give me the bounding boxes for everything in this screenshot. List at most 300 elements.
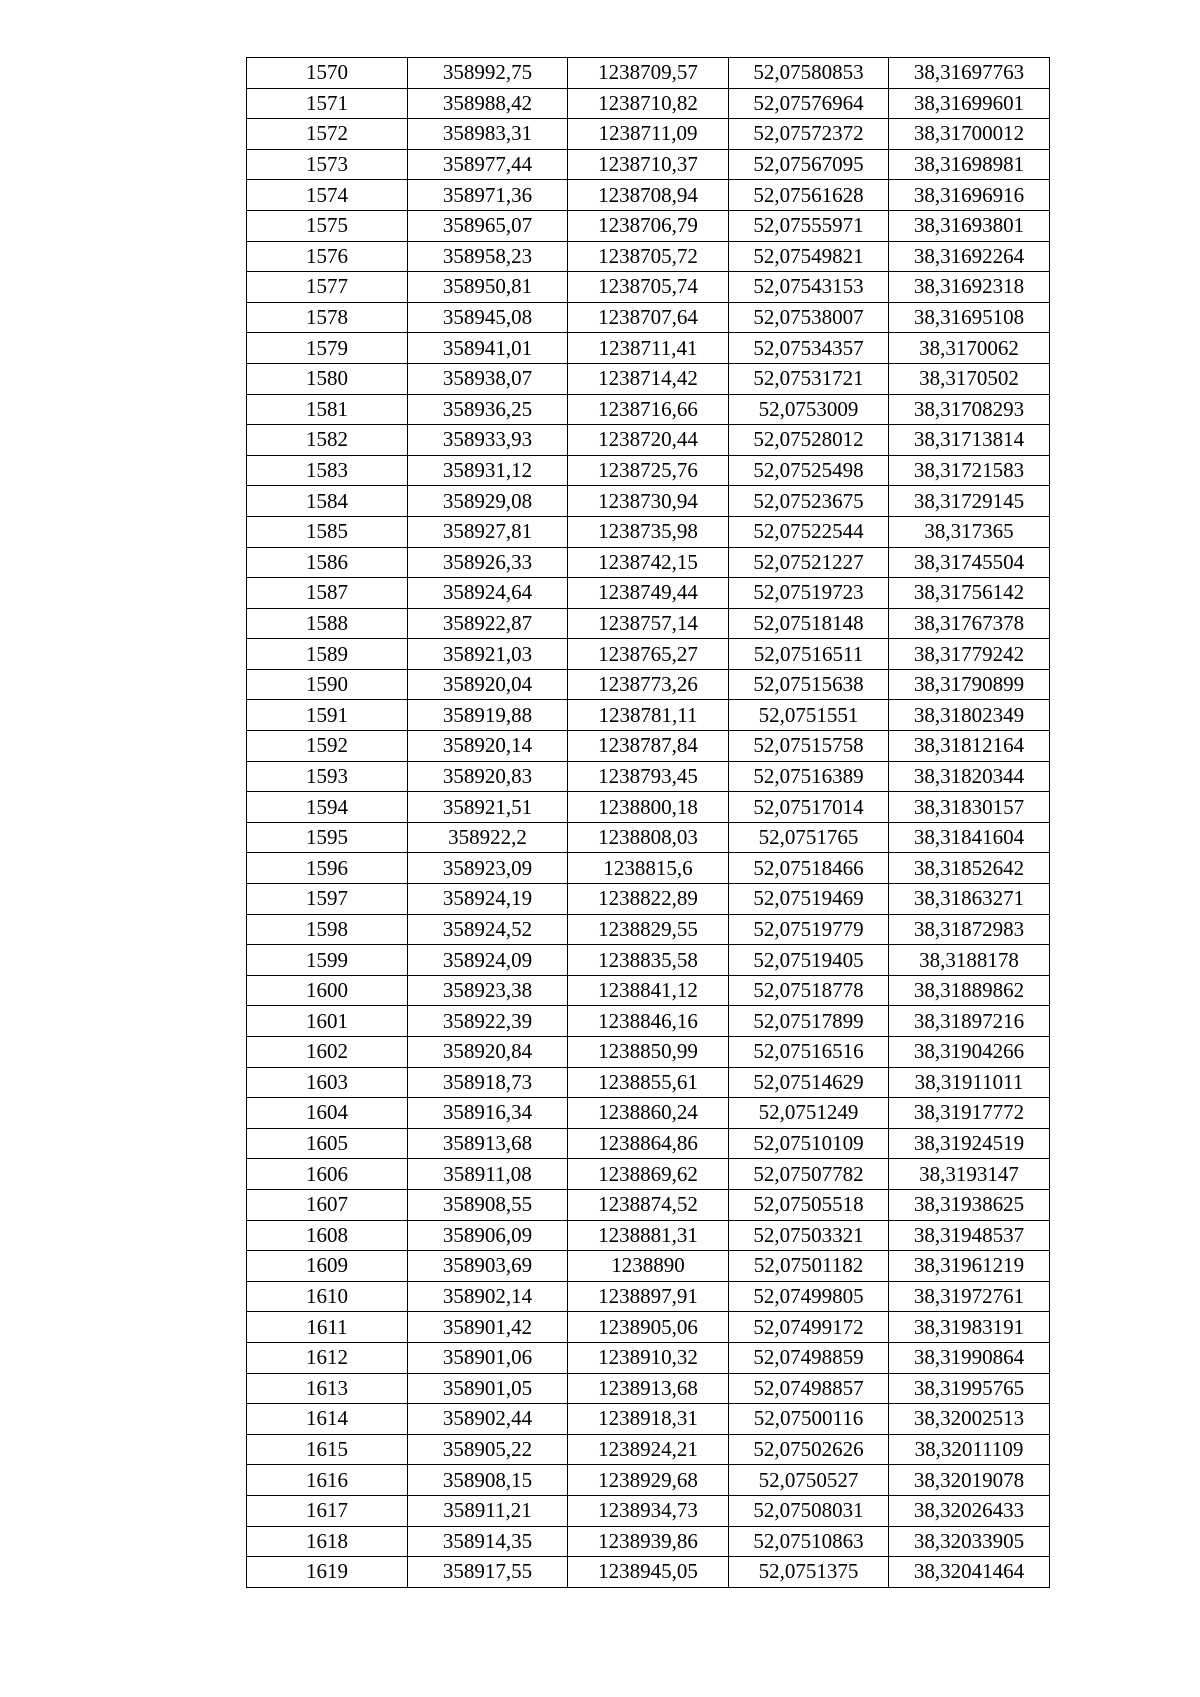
point-number-cell: 1578	[247, 302, 408, 333]
y-coordinate-cell: 1238773,26	[568, 669, 729, 700]
y-coordinate-cell: 1238897,91	[568, 1281, 729, 1312]
point-number-cell: 1616	[247, 1465, 408, 1496]
latitude-cell: 52,07515758	[729, 731, 889, 762]
latitude-cell: 52,07507782	[729, 1159, 889, 1190]
longitude-cell: 38,31721583	[889, 455, 1050, 486]
point-number-cell: 1612	[247, 1342, 408, 1373]
x-coordinate-cell: 358924,52	[408, 914, 568, 945]
point-number-cell: 1572	[247, 119, 408, 150]
x-coordinate-cell: 358906,09	[408, 1220, 568, 1251]
table-row	[247, 363, 1050, 394]
y-coordinate-cell: 1238742,15	[568, 547, 729, 578]
table-row	[247, 669, 1050, 700]
longitude-cell: 38,31812164	[889, 731, 1050, 762]
latitude-cell: 52,07572372	[729, 119, 889, 150]
table-row	[247, 1128, 1050, 1159]
x-coordinate-cell: 358936,25	[408, 394, 568, 425]
y-coordinate-cell: 1238874,52	[568, 1189, 729, 1220]
longitude-cell: 38,31693801	[889, 210, 1050, 241]
longitude-cell: 38,31820344	[889, 761, 1050, 792]
table-row	[247, 1006, 1050, 1037]
latitude-cell: 52,07534357	[729, 333, 889, 364]
longitude-cell: 38,31708293	[889, 394, 1050, 425]
x-coordinate-cell: 358918,73	[408, 1067, 568, 1098]
latitude-cell: 52,07549821	[729, 241, 889, 272]
longitude-cell: 38,31924519	[889, 1128, 1050, 1159]
point-number-cell: 1607	[247, 1189, 408, 1220]
table-row	[247, 1434, 1050, 1465]
y-coordinate-cell: 1238781,11	[568, 700, 729, 731]
y-coordinate-cell: 1238710,82	[568, 88, 729, 119]
table-row	[247, 1098, 1050, 1129]
x-coordinate-cell: 358971,36	[408, 180, 568, 211]
x-coordinate-cell: 358923,38	[408, 975, 568, 1006]
y-coordinate-cell: 1238881,31	[568, 1220, 729, 1251]
point-number-cell: 1593	[247, 761, 408, 792]
x-coordinate-cell: 358933,93	[408, 425, 568, 456]
x-coordinate-cell: 358903,69	[408, 1251, 568, 1282]
point-number-cell: 1615	[247, 1434, 408, 1465]
latitude-cell: 52,0751375	[729, 1557, 889, 1588]
latitude-cell: 52,07500116	[729, 1404, 889, 1435]
latitude-cell: 52,07518466	[729, 853, 889, 884]
y-coordinate-cell: 1238800,18	[568, 792, 729, 823]
point-number-cell: 1580	[247, 363, 408, 394]
y-coordinate-cell: 1238829,55	[568, 914, 729, 945]
point-number-cell: 1590	[247, 669, 408, 700]
table-row	[247, 425, 1050, 456]
y-coordinate-cell: 1238841,12	[568, 975, 729, 1006]
longitude-cell: 38,32002513	[889, 1404, 1050, 1435]
point-number-cell: 1609	[247, 1251, 408, 1282]
longitude-cell: 38,31692318	[889, 272, 1050, 303]
latitude-cell: 52,0750527	[729, 1465, 889, 1496]
point-number-cell: 1608	[247, 1220, 408, 1251]
point-number-cell: 1588	[247, 608, 408, 639]
longitude-cell: 38,3188178	[889, 945, 1050, 976]
x-coordinate-cell: 358908,55	[408, 1189, 568, 1220]
longitude-cell: 38,31863271	[889, 884, 1050, 915]
longitude-cell: 38,31948537	[889, 1220, 1050, 1251]
longitude-cell: 38,31961219	[889, 1251, 1050, 1282]
table-row	[247, 1159, 1050, 1190]
longitude-cell: 38,31692264	[889, 241, 1050, 272]
y-coordinate-cell: 1238945,05	[568, 1557, 729, 1588]
x-coordinate-cell: 358916,34	[408, 1098, 568, 1129]
latitude-cell: 52,0753009	[729, 394, 889, 425]
table-row	[247, 241, 1050, 272]
latitude-cell: 52,07516389	[729, 761, 889, 792]
latitude-cell: 52,07567095	[729, 149, 889, 180]
longitude-cell: 38,32026433	[889, 1495, 1050, 1526]
latitude-cell: 52,07515638	[729, 669, 889, 700]
latitude-cell: 52,07555971	[729, 210, 889, 241]
longitude-cell: 38,31802349	[889, 700, 1050, 731]
point-number-cell: 1577	[247, 272, 408, 303]
point-number-cell: 1611	[247, 1312, 408, 1343]
y-coordinate-cell: 1238708,94	[568, 180, 729, 211]
latitude-cell: 52,07518148	[729, 608, 889, 639]
longitude-cell: 38,31889862	[889, 975, 1050, 1006]
x-coordinate-cell: 358917,55	[408, 1557, 568, 1588]
latitude-cell: 52,07498857	[729, 1373, 889, 1404]
table-row	[247, 1526, 1050, 1557]
x-coordinate-cell: 358913,68	[408, 1128, 568, 1159]
point-number-cell: 1587	[247, 578, 408, 609]
point-number-cell: 1582	[247, 425, 408, 456]
y-coordinate-cell: 1238910,32	[568, 1342, 729, 1373]
y-coordinate-cell: 1238934,73	[568, 1495, 729, 1526]
point-number-cell: 1591	[247, 700, 408, 731]
point-number-cell: 1605	[247, 1128, 408, 1159]
longitude-cell: 38,31700012	[889, 119, 1050, 150]
point-number-cell: 1617	[247, 1495, 408, 1526]
longitude-cell: 38,31695108	[889, 302, 1050, 333]
longitude-cell: 38,31745504	[889, 547, 1050, 578]
latitude-cell: 52,07510863	[729, 1526, 889, 1557]
point-number-cell: 1592	[247, 731, 408, 762]
table-row	[247, 822, 1050, 853]
latitude-cell: 52,07538007	[729, 302, 889, 333]
y-coordinate-cell: 1238711,09	[568, 119, 729, 150]
point-number-cell: 1584	[247, 486, 408, 517]
x-coordinate-cell: 358922,87	[408, 608, 568, 639]
point-number-cell: 1618	[247, 1526, 408, 1557]
x-coordinate-cell: 358941,01	[408, 333, 568, 364]
x-coordinate-cell: 358902,14	[408, 1281, 568, 1312]
table-row	[247, 516, 1050, 547]
table-row	[247, 1312, 1050, 1343]
longitude-cell: 38,31779242	[889, 639, 1050, 670]
latitude-cell: 52,0751551	[729, 700, 889, 731]
point-number-cell: 1576	[247, 241, 408, 272]
latitude-cell: 52,07498859	[729, 1342, 889, 1373]
x-coordinate-cell: 358922,39	[408, 1006, 568, 1037]
point-number-cell: 1599	[247, 945, 408, 976]
point-number-cell: 1570	[247, 58, 408, 89]
table-row	[247, 180, 1050, 211]
table-row	[247, 792, 1050, 823]
longitude-cell: 38,31897216	[889, 1006, 1050, 1037]
y-coordinate-cell: 1238846,16	[568, 1006, 729, 1037]
point-number-cell: 1573	[247, 149, 408, 180]
longitude-cell: 38,3193147	[889, 1159, 1050, 1190]
point-number-cell: 1601	[247, 1006, 408, 1037]
y-coordinate-cell: 1238711,41	[568, 333, 729, 364]
y-coordinate-cell: 1238835,58	[568, 945, 729, 976]
y-coordinate-cell: 1238710,37	[568, 149, 729, 180]
longitude-cell: 38,31990864	[889, 1342, 1050, 1373]
longitude-cell: 38,31841604	[889, 822, 1050, 853]
longitude-cell: 38,31696916	[889, 180, 1050, 211]
point-number-cell: 1603	[247, 1067, 408, 1098]
y-coordinate-cell: 1238850,99	[568, 1037, 729, 1068]
y-coordinate-cell: 1238709,57	[568, 58, 729, 89]
point-number-cell: 1581	[247, 394, 408, 425]
x-coordinate-cell: 358911,08	[408, 1159, 568, 1190]
y-coordinate-cell: 1238924,21	[568, 1434, 729, 1465]
table-row	[247, 1342, 1050, 1373]
longitude-cell: 38,31729145	[889, 486, 1050, 517]
point-number-cell: 1619	[247, 1557, 408, 1588]
table-row	[247, 119, 1050, 150]
table-row	[247, 88, 1050, 119]
point-number-cell: 1602	[247, 1037, 408, 1068]
x-coordinate-cell: 358905,22	[408, 1434, 568, 1465]
x-coordinate-cell: 358901,42	[408, 1312, 568, 1343]
latitude-cell: 52,07580853	[729, 58, 889, 89]
table-row	[247, 1067, 1050, 1098]
latitude-cell: 52,07517899	[729, 1006, 889, 1037]
y-coordinate-cell: 1238714,42	[568, 363, 729, 394]
y-coordinate-cell: 1238855,61	[568, 1067, 729, 1098]
x-coordinate-cell: 358958,23	[408, 241, 568, 272]
y-coordinate-cell: 1238707,64	[568, 302, 729, 333]
table-row	[247, 1557, 1050, 1588]
table-row	[247, 1495, 1050, 1526]
y-coordinate-cell: 1238730,94	[568, 486, 729, 517]
y-coordinate-cell: 1238787,84	[568, 731, 729, 762]
table-row	[247, 333, 1050, 364]
table-row	[247, 884, 1050, 915]
latitude-cell: 52,07514629	[729, 1067, 889, 1098]
point-number-cell: 1614	[247, 1404, 408, 1435]
latitude-cell: 52,07519405	[729, 945, 889, 976]
x-coordinate-cell: 358992,75	[408, 58, 568, 89]
table-row	[247, 945, 1050, 976]
latitude-cell: 52,07516516	[729, 1037, 889, 1068]
table-row	[247, 455, 1050, 486]
table-row	[247, 1465, 1050, 1496]
latitude-cell: 52,07510109	[729, 1128, 889, 1159]
latitude-cell: 52,07543153	[729, 272, 889, 303]
longitude-cell: 38,31911011	[889, 1067, 1050, 1098]
longitude-cell: 38,31699601	[889, 88, 1050, 119]
table-row	[247, 547, 1050, 578]
longitude-cell: 38,31698981	[889, 149, 1050, 180]
y-coordinate-cell: 1238749,44	[568, 578, 729, 609]
point-number-cell: 1596	[247, 853, 408, 884]
longitude-cell: 38,31713814	[889, 425, 1050, 456]
table-row	[247, 210, 1050, 241]
latitude-cell: 52,0751249	[729, 1098, 889, 1129]
latitude-cell: 52,07521227	[729, 547, 889, 578]
y-coordinate-cell: 1238705,72	[568, 241, 729, 272]
table-row	[247, 1189, 1050, 1220]
point-number-cell: 1597	[247, 884, 408, 915]
point-number-cell: 1575	[247, 210, 408, 241]
longitude-cell: 38,3170062	[889, 333, 1050, 364]
longitude-cell: 38,317365	[889, 516, 1050, 547]
point-number-cell: 1585	[247, 516, 408, 547]
x-coordinate-cell: 358901,06	[408, 1342, 568, 1373]
latitude-cell: 52,07523675	[729, 486, 889, 517]
latitude-cell: 52,07499172	[729, 1312, 889, 1343]
y-coordinate-cell: 1238706,79	[568, 210, 729, 241]
latitude-cell: 52,07505518	[729, 1189, 889, 1220]
longitude-cell: 38,31972761	[889, 1281, 1050, 1312]
point-number-cell: 1613	[247, 1373, 408, 1404]
y-coordinate-cell: 1238765,27	[568, 639, 729, 670]
x-coordinate-cell: 358983,31	[408, 119, 568, 150]
x-coordinate-cell: 358922,2	[408, 822, 568, 853]
table-row	[247, 1037, 1050, 1068]
table-row	[247, 394, 1050, 425]
x-coordinate-cell: 358914,35	[408, 1526, 568, 1557]
longitude-cell: 38,32019078	[889, 1465, 1050, 1496]
x-coordinate-cell: 358923,09	[408, 853, 568, 884]
longitude-cell: 38,31830157	[889, 792, 1050, 823]
latitude-cell: 52,07525498	[729, 455, 889, 486]
latitude-cell: 52,07519779	[729, 914, 889, 945]
x-coordinate-cell: 358919,88	[408, 700, 568, 731]
y-coordinate-cell: 1238864,86	[568, 1128, 729, 1159]
point-number-cell: 1606	[247, 1159, 408, 1190]
point-number-cell: 1598	[247, 914, 408, 945]
x-coordinate-cell: 358929,08	[408, 486, 568, 517]
y-coordinate-cell: 1238705,74	[568, 272, 729, 303]
point-number-cell: 1595	[247, 822, 408, 853]
table-row	[247, 731, 1050, 762]
longitude-cell: 38,31697763	[889, 58, 1050, 89]
x-coordinate-cell: 358911,21	[408, 1495, 568, 1526]
longitude-cell: 38,31917772	[889, 1098, 1050, 1129]
latitude-cell: 52,07531721	[729, 363, 889, 394]
x-coordinate-cell: 358921,51	[408, 792, 568, 823]
table-row	[247, 1220, 1050, 1251]
x-coordinate-cell: 358920,83	[408, 761, 568, 792]
longitude-cell: 38,31995765	[889, 1373, 1050, 1404]
latitude-cell: 52,07528012	[729, 425, 889, 456]
x-coordinate-cell: 358965,07	[408, 210, 568, 241]
coordinates-table	[246, 57, 1050, 1588]
latitude-cell: 52,07499805	[729, 1281, 889, 1312]
point-number-cell: 1604	[247, 1098, 408, 1129]
longitude-cell: 38,3170502	[889, 363, 1050, 394]
latitude-cell: 52,07501182	[729, 1251, 889, 1282]
table-row	[247, 761, 1050, 792]
y-coordinate-cell: 1238720,44	[568, 425, 729, 456]
table-row	[247, 975, 1050, 1006]
y-coordinate-cell: 1238725,76	[568, 455, 729, 486]
latitude-cell: 52,07503321	[729, 1220, 889, 1251]
latitude-cell: 52,07519469	[729, 884, 889, 915]
point-number-cell: 1574	[247, 180, 408, 211]
point-number-cell: 1589	[247, 639, 408, 670]
longitude-cell: 38,31938625	[889, 1189, 1050, 1220]
longitude-cell: 38,32033905	[889, 1526, 1050, 1557]
table-row	[247, 272, 1050, 303]
y-coordinate-cell: 1238860,24	[568, 1098, 729, 1129]
point-number-cell: 1579	[247, 333, 408, 364]
table-row	[247, 608, 1050, 639]
point-number-cell: 1594	[247, 792, 408, 823]
x-coordinate-cell: 358924,64	[408, 578, 568, 609]
longitude-cell: 38,31790899	[889, 669, 1050, 700]
y-coordinate-cell: 1238905,06	[568, 1312, 729, 1343]
x-coordinate-cell: 358924,09	[408, 945, 568, 976]
table-row	[247, 578, 1050, 609]
y-coordinate-cell: 1238939,86	[568, 1526, 729, 1557]
latitude-cell: 52,07561628	[729, 180, 889, 211]
latitude-cell: 52,07508031	[729, 1495, 889, 1526]
x-coordinate-cell: 358924,19	[408, 884, 568, 915]
y-coordinate-cell: 1238929,68	[568, 1465, 729, 1496]
table-row	[247, 486, 1050, 517]
point-number-cell: 1600	[247, 975, 408, 1006]
y-coordinate-cell: 1238815,6	[568, 853, 729, 884]
latitude-cell: 52,07502626	[729, 1434, 889, 1465]
longitude-cell: 38,31872983	[889, 914, 1050, 945]
latitude-cell: 52,07519723	[729, 578, 889, 609]
table-row	[247, 639, 1050, 670]
y-coordinate-cell: 1238869,62	[568, 1159, 729, 1190]
table-row	[247, 700, 1050, 731]
latitude-cell: 52,07518778	[729, 975, 889, 1006]
latitude-cell: 52,07522544	[729, 516, 889, 547]
x-coordinate-cell: 358927,81	[408, 516, 568, 547]
y-coordinate-cell: 1238918,31	[568, 1404, 729, 1435]
x-coordinate-cell: 358901,05	[408, 1373, 568, 1404]
y-coordinate-cell: 1238822,89	[568, 884, 729, 915]
x-coordinate-cell: 358938,07	[408, 363, 568, 394]
table-row	[247, 1281, 1050, 1312]
longitude-cell: 38,31852642	[889, 853, 1050, 884]
table-row	[247, 302, 1050, 333]
x-coordinate-cell: 358945,08	[408, 302, 568, 333]
y-coordinate-cell: 1238735,98	[568, 516, 729, 547]
x-coordinate-cell: 358977,44	[408, 149, 568, 180]
x-coordinate-cell: 358921,03	[408, 639, 568, 670]
longitude-cell: 38,32011109	[889, 1434, 1050, 1465]
x-coordinate-cell: 358950,81	[408, 272, 568, 303]
latitude-cell: 52,07517014	[729, 792, 889, 823]
longitude-cell: 38,32041464	[889, 1557, 1050, 1588]
latitude-cell: 52,0751765	[729, 822, 889, 853]
x-coordinate-cell: 358902,44	[408, 1404, 568, 1435]
table-row	[247, 1373, 1050, 1404]
y-coordinate-cell: 1238808,03	[568, 822, 729, 853]
x-coordinate-cell: 358920,04	[408, 669, 568, 700]
point-number-cell: 1583	[247, 455, 408, 486]
x-coordinate-cell: 358988,42	[408, 88, 568, 119]
y-coordinate-cell: 1238793,45	[568, 761, 729, 792]
y-coordinate-cell: 1238757,14	[568, 608, 729, 639]
table-row	[247, 58, 1050, 89]
x-coordinate-cell: 358931,12	[408, 455, 568, 486]
y-coordinate-cell: 1238890	[568, 1251, 729, 1282]
table-row	[247, 853, 1050, 884]
coordinates-table-body	[247, 58, 1050, 1588]
x-coordinate-cell: 358908,15	[408, 1465, 568, 1496]
latitude-cell: 52,07516511	[729, 639, 889, 670]
longitude-cell: 38,31756142	[889, 578, 1050, 609]
point-number-cell: 1571	[247, 88, 408, 119]
longitude-cell: 38,31767378	[889, 608, 1050, 639]
latitude-cell: 52,07576964	[729, 88, 889, 119]
x-coordinate-cell: 358920,84	[408, 1037, 568, 1068]
x-coordinate-cell: 358926,33	[408, 547, 568, 578]
y-coordinate-cell: 1238716,66	[568, 394, 729, 425]
table-row	[247, 1251, 1050, 1282]
longitude-cell: 38,31983191	[889, 1312, 1050, 1343]
y-coordinate-cell: 1238913,68	[568, 1373, 729, 1404]
x-coordinate-cell: 358920,14	[408, 731, 568, 762]
table-row	[247, 149, 1050, 180]
point-number-cell: 1586	[247, 547, 408, 578]
table-row	[247, 1404, 1050, 1435]
longitude-cell: 38,31904266	[889, 1037, 1050, 1068]
